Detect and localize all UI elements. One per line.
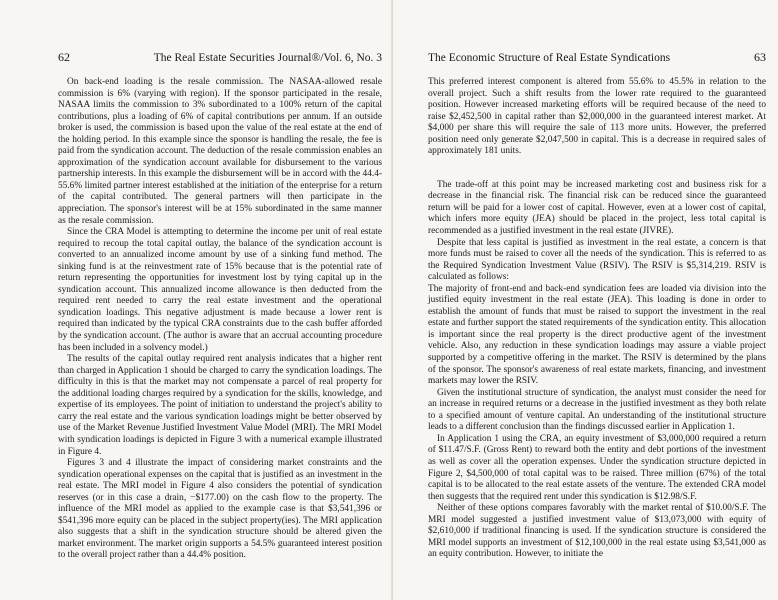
left-paragraph-1: On back-end loading is the resale commission. The NASAA-allowed resale commission is 6% (varying with region). If the sponsor participated in the resale, NASAA limits the commission to 3% subordinated to a 100% return of the capital contributions, plus a loading of 6% of capital contributions per annum. If an outside broker is used, the commission is based upon the value of the real estate at the end of the holding period. In this example since the sponsor is handling the resale, the fee is paid from the syndication account. The deduction of the resale commission enables an approximation of the syndication account available for disbursement to the various partnership interests. In this example the disbursement will be in accord with the 44.4-55.6% limited partner interest established at the initiation of the enterprise for a return of the capital contributed. The general partners will then participate in the appreciation. The sponsor's interest will be at 15% subordinated in the same manner as the resale commission.: [58, 77, 382, 226]
right-page-number: 63: [754, 50, 766, 64]
left-body-text: [58, 77, 382, 562]
right-page: [392, 0, 778, 600]
left-page-number: 62: [58, 50, 70, 64]
right-running-head: [428, 50, 766, 65]
left-paragraph-2: Since the CRA Model is attempting to determine the income per unit of real estate required to recoup the total capital outlay, the balance of the syndication account is converted to an annualized income amount by use of a sinking fund method. The sinking fund is at the reinvestment rate of 15% because that is the potential rate of return representing the opportunities for investment lost by tying capital up in the syndication account. This annualized income allowance is then deducted from the required rent needed to carry the real estate investment and the operational syndication loadings. This negative adjustment is made because a lower rent is required than indicated by the typical CRA constraints due to the cash buffer afforded by the syndication account. (The author is aware that an accrual accounting procedure has been included in a solvency model.): [58, 227, 382, 353]
section-gap: [428, 158, 766, 180]
right-paragraph-3: Despite that less capital is justified as investment in the real estate, a concern is that more funds must be raised to cover all the needs of the syndication. This is referred to as the Required Syndication Investment Value (RSIV). The RSIV is $5,314,219. RSIV is calculated as follows:: [428, 237, 766, 283]
right-body-text: [428, 77, 766, 561]
left-journal-title: The Real Estate Securities Journal®/Vol. 6, No. 3: [153, 52, 382, 64]
left-paragraph-4: Figures 3 and 4 illustrate the impact of considering market constraints and the syndication operational expenses on the capital that is justified as an investment in the real estate. The MRI model in Figure 4 also considers the potential of syndication reserves (or in this case a drain, −$177.00) on the cash flow to the property. The influence of the MRI model as applied to the example case is that $3,541,396 or $541,396 more equity can be placed in the subject property(ies). The MRI application also suggests that a shift in the syndication structure should be altered given the market environment. The market origin supports a 54.5% guaranteed interest position to the overall project rather than a 44.4% position.: [58, 458, 382, 561]
right-paragraph-6: In Application 1 using the CRA, an equity investment of $3,000,000 required a return of $11.47/S.F. (Gross Rent) to reward both the entity and debt portions of the investment as well as cover all the operation expenses. Under the syndication structure depicted in Figure 2, $4,500,000 of total capital was to be raised. Three million (67%) of the total capital is to be allocated to the real estate assets of the venture. The extended CRA model then suggests that the required rent under this syndication is $12.98/S.F.: [428, 433, 766, 502]
right-paragraph-2: The trade-off at this point may be increased marketing cost and business risk for a decrease in the financial risk. The financial risk can be reduced since the guaranteed return will be paid for a lower cost of capital. However, even at a lower cost of capital, which infers more equity (JEA) should be placed in the project, less total capital is recommended as a justified investment in the real estate (JIVRE).: [428, 179, 766, 237]
right-paragraph-1: This preferred interest component is altered from 55.6% to 45.5% in relation to the overall project. Such a shift results from the lower rate required to the guaranteed position. However increased marketing efforts will be required because of the need to raise $2,452,500 in capital rather than $2,000,000 in the guaranteed interest market. At $4,000 per share this will require the sale of 113 more units. However, the preferred position need only generate $2,047,500 in capital. This is a decrease in required sales of approximately 181 units.: [428, 77, 766, 157]
right-paragraph-4: The majority of front-end and back-end syndication fees are loaded via division into the justified equity investment in the real estate (JEA). This loading is done in order to establish the amount of funds that must be raised to support the investment in the real estate and further support the stated requirements of the syndication entity. This allocation is important since the real property is the direct productive agent of the investment vehicle. Also, any reduction in these syndication loadings may assure a viable project supported by a competitive offering in the market. The RSIV is determined by the plans of the sponsor. The sponsor's awareness of real estate markets, financing, and investment markets may lower the RSIV.: [428, 283, 766, 387]
left-running-head: [58, 50, 382, 65]
right-paragraph-5: Given the institutional structure of syndication, the analyst must consider the need for an increase in required returns or a decrease in the justified investment as they both relate to a specified amount of venture capital. An understanding of the institutional structure leads to a different conclusion than the findings discussed earlier in Application 1.: [428, 387, 766, 433]
right-article-title: The Economic Structure of Real Estate Syndications: [428, 52, 671, 64]
left-paragraph-3: The results of the capital outlay required rent analysis indicates that a higher rent than charged in Application 1 should be charged to carry the syndication loadings. The difficulty in this is that the market may not compensate a parcel of real property for the additional loading charges required by a syndication for the skills, knowledge, and expertise of its employees. The point of initiation to understand the project's ability to carry the real estate and the various syndication loadings might be better observed by use of the Market Revenue Justified Investment Value Model (MRI). The MRI Model with syndication loadings is depicted in Figure 3 with a numerical example illustrated in Figure 4.: [58, 354, 382, 457]
right-paragraph-7: Neither of these options compares favorably with the market rental of $10.00/S.F. The MRI model suggested a justified investment value of $13,073,000 with equity of $2,610,000 if traditional financing is used. If the syndication structure is considered the MRI model supports an investment of $12,100,000 in the real estate using $3,541,000 as an equity contribution. However, to initiate the: [428, 503, 766, 560]
